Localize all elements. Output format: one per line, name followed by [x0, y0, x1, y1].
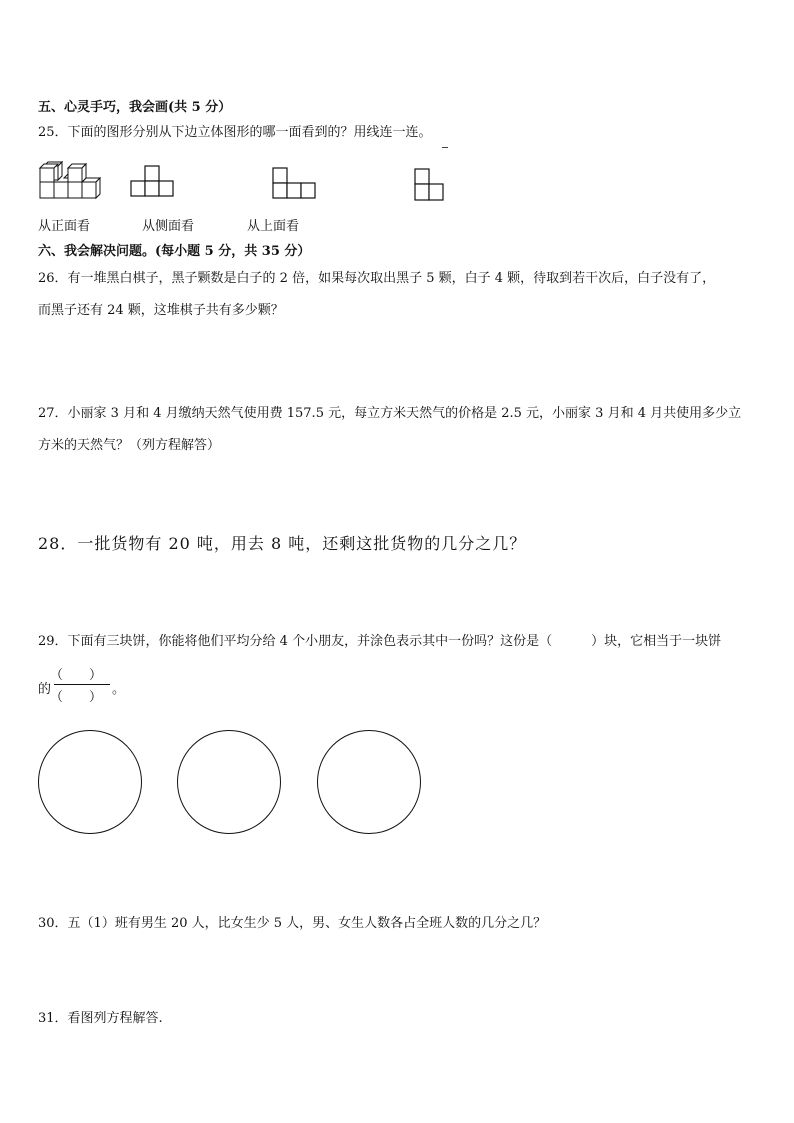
pie-circle-3	[317, 730, 421, 834]
view-label-side: 从侧面看	[142, 219, 195, 234]
pie-circle-1	[38, 730, 142, 834]
view-figure-1	[130, 164, 176, 200]
fraction-numerator-blank: （ ）	[50, 668, 103, 683]
pie-circle-2	[177, 730, 281, 834]
question-25-text: 25．下面的图形分别从下边立体图形的哪一面看到的？用线连一连。	[38, 125, 432, 140]
question-27-line1: 27．小丽家 3 月和 4 月缴纳天然气使用费 157.5 元，每立方米天然气的价格是 2.5 元，小丽家 3 月和 4 月共使用多少立	[38, 406, 742, 421]
view-label-top: 从上面看	[247, 219, 300, 234]
question-27-line2: 方米的天然气？（列方程解答）	[38, 438, 221, 453]
question-29-line1: 29．下面有三块饼，你能将他们平均分给 4 个小朋友，并涂色表示其中一份吗？这份是（ ）块，它相当于一块饼	[38, 634, 722, 649]
fraction-bar	[54, 684, 110, 685]
view-label-front: 从正面看	[38, 219, 91, 234]
question-26-line1: 26．有一堆黑白棋子，黑子颗数是白子的 2 倍，如果每次取出黑子 5 颗，白子 4 颗，待取到若干次后，白子没有了，	[38, 271, 716, 286]
question-30-text: 30．五（1）班有男生 20 人，比女生少 5 人，男、女生人数各占全班人数的几分之几？	[38, 916, 547, 931]
question-26-line2: 而黑子还有 24 颗，这堆棋子共有多少颗？	[38, 303, 284, 318]
section-heading-6: 六、我会解决问题。(每小题 5 分，共 35 分）	[38, 244, 311, 259]
question-29-prefix: 的	[38, 682, 52, 697]
solid-3d-figure	[38, 160, 102, 202]
view-figure-3	[414, 166, 448, 204]
view-figure-2	[272, 166, 320, 202]
section-heading-5: 五、心灵手巧，我会画(共 5 分）	[38, 100, 232, 115]
question-29-suffix: 。	[112, 682, 126, 697]
fraction-denominator-blank: （ ）	[50, 690, 103, 705]
question-31-text: 31．看图列方程解答.	[38, 1011, 163, 1026]
question-28-text: 28．一批货物有 20 吨，用去 8 吨，还剩这批货物的几分之几？	[38, 534, 527, 553]
stray-mark	[442, 147, 448, 148]
